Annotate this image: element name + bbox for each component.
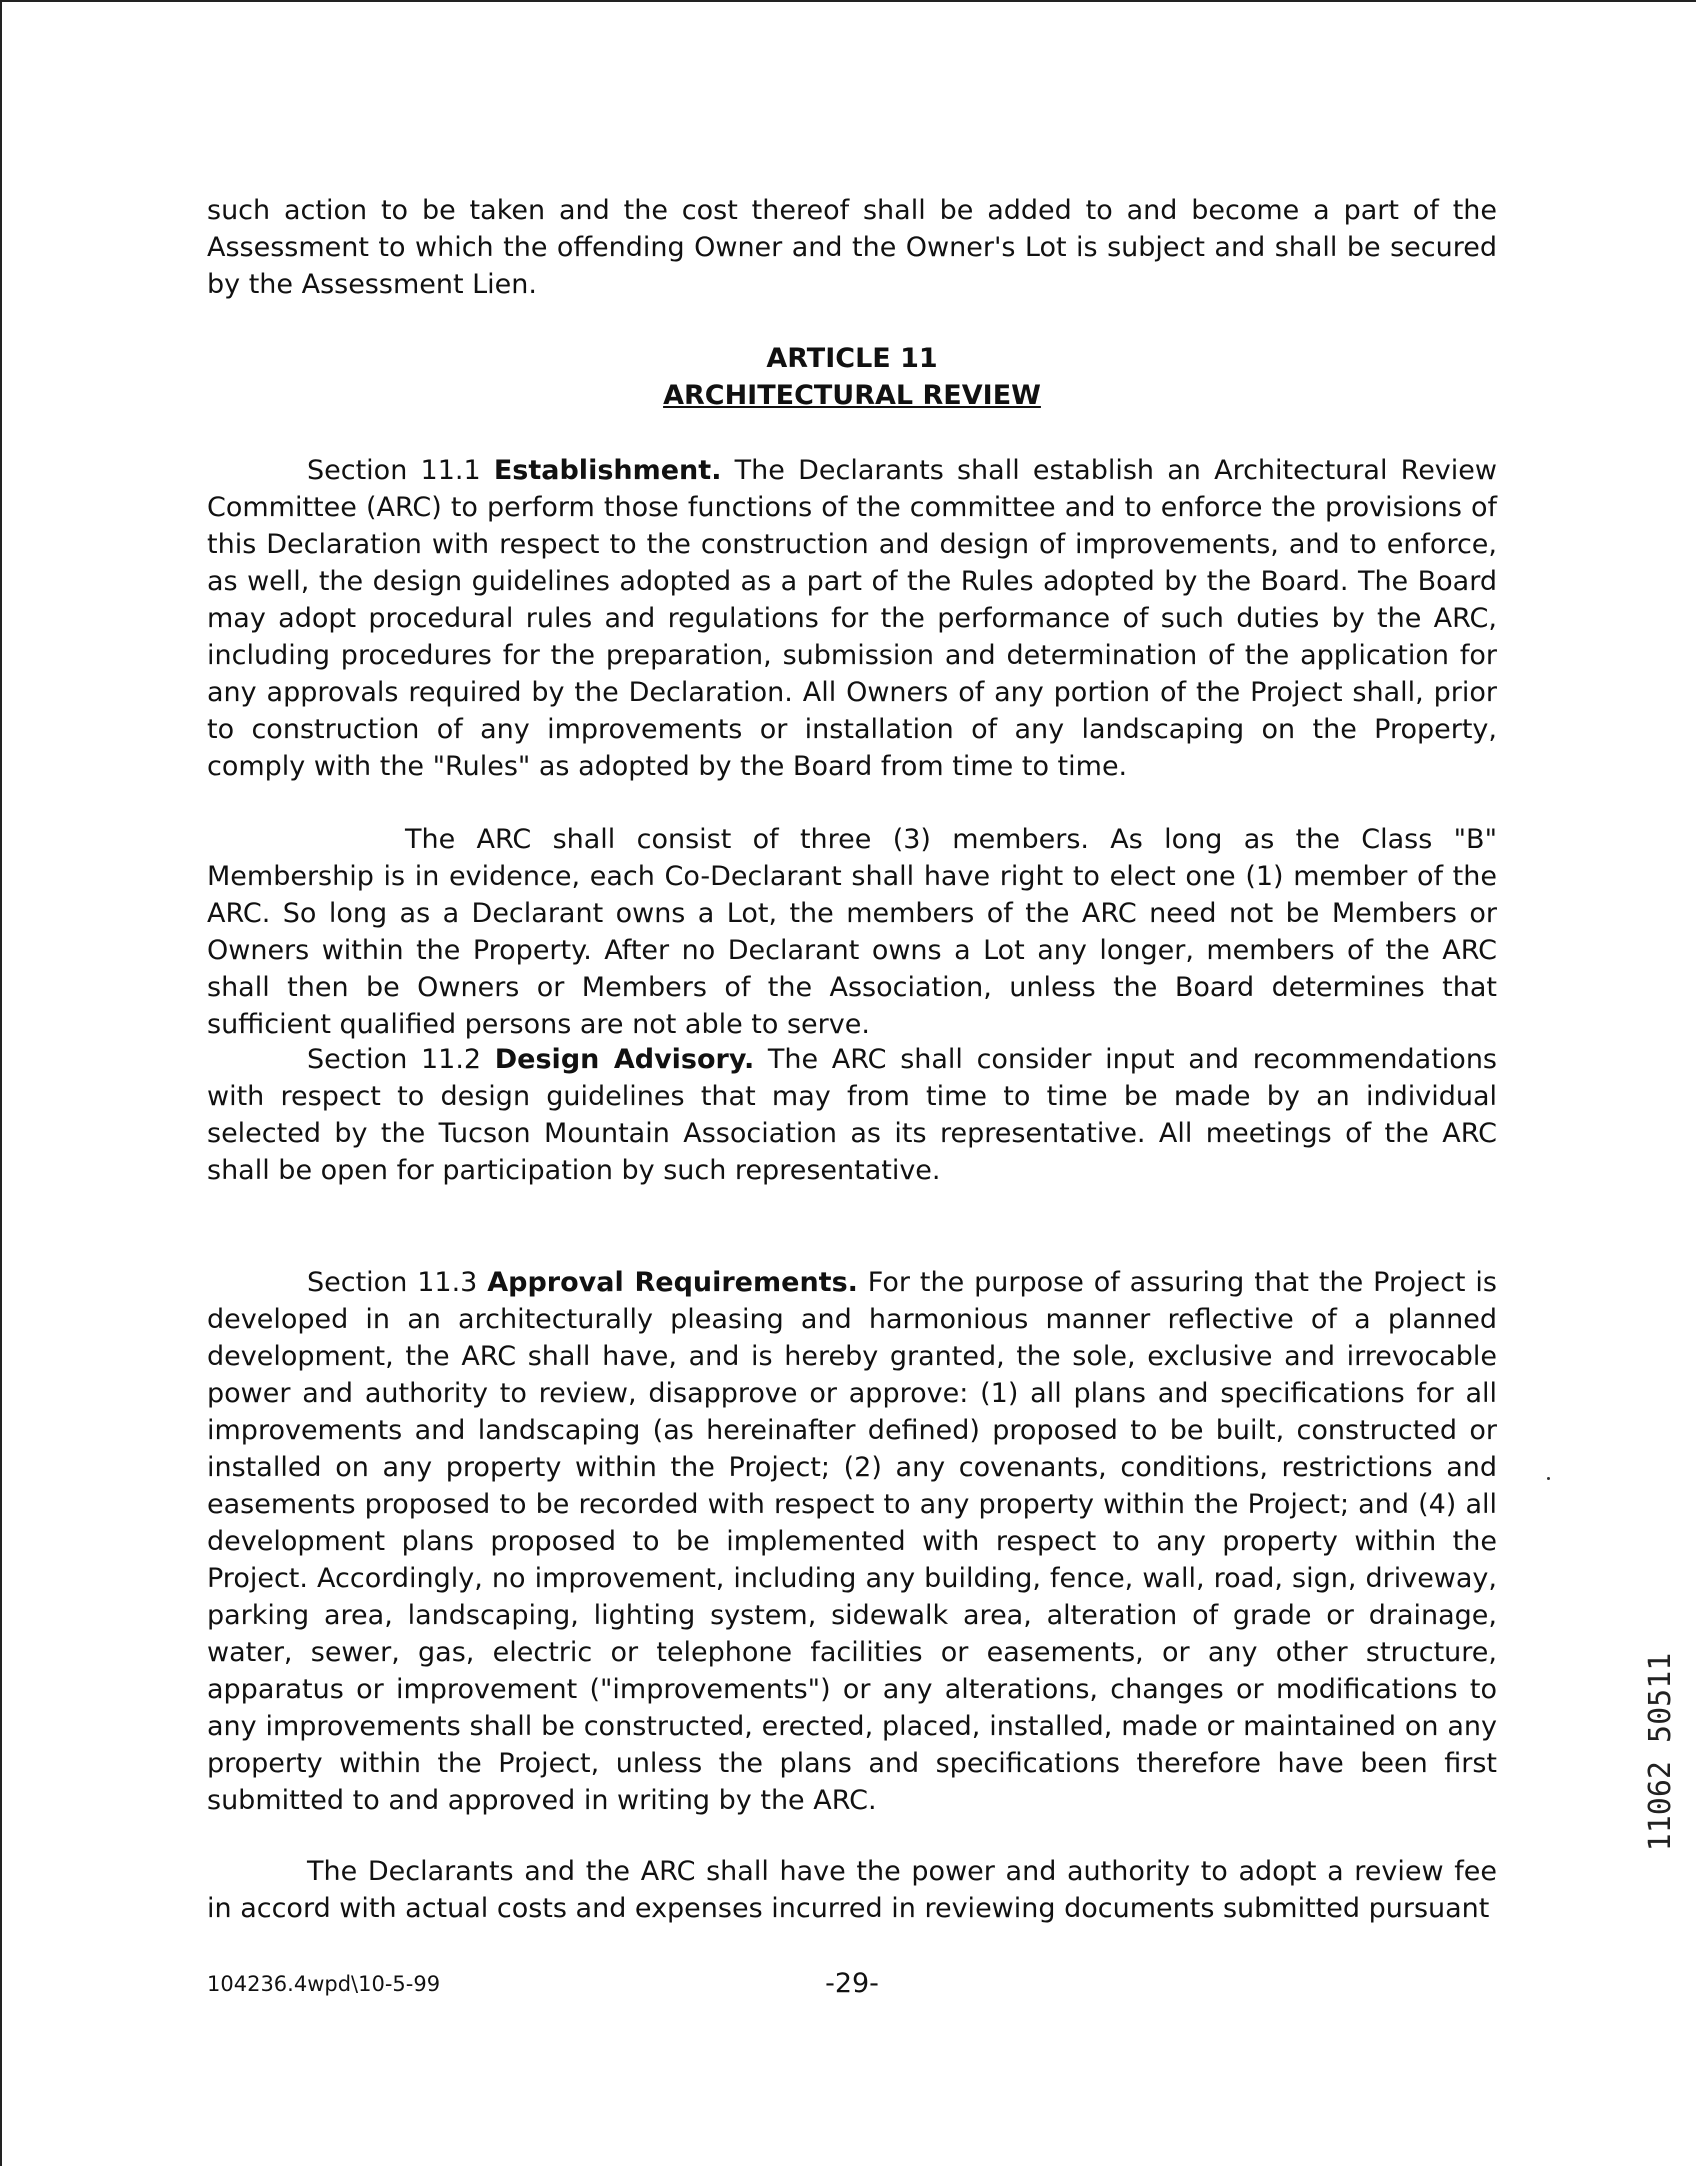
section-11-2-paragraph [207, 1041, 1497, 1189]
section-body: The ARC shall consider input and recommendations with respect to design guidelines that may from time to time be made by an individual selected by the Tucson Mountain Association as its representative. All meetings of the ARC shall be open for participation by such representative. [207, 1044, 1497, 1186]
margin-stamp [1643, 1562, 1690, 1942]
scan-speck [1547, 1477, 1550, 1480]
page-number: -29- [825, 1968, 879, 1999]
section-body: For the purpose of assuring that the Project is developed in an architecturally pleasing and harmonious manner reflective of a planned development, the ARC shall have, and is hereby granted, the sole, exclusive and irrevocable power and authority to review, disapprove or approve: (1) all plans and specifications for all improvements and landscaping (as hereinafter defined) proposed to be built, constructed or installed on any property within the Project; (2) any covenants, conditions, restrictions and easements proposed to be recorded with respect to any property within the Project; and (4) all development plans proposed to be implemented with respect to any property within the Project. Accordingly, no improvement, including any building, fence, wall, road, sign, driveway, parking area, landscaping, lighting system, sidewalk area, alteration of grade or drainage, water, sewer, gas, electric or telephone facilities or easements, or any other structure, apparatus or improvement ("improvements") or any alterations, changes or modifications to any improvements shall be constructed, erected, placed, installed, made or maintained on any property within the Project, unless the plans and specifications therefore have been first submitted to and approved in writing by the ARC. [207, 1267, 1497, 1816]
section-body: The Declarants shall establish an Architectural Review Committee (ARC) to perform those functions of the committee and to enforce the provisions of this Declaration with respect to the construction and design of improvements, and to enforce, as well, the design guidelines adopted as a part of the Rules adopted by the Board. The Board may adopt procedural rules and regulations for the performance of such duties by the ARC, including procedures for the preparation, submission and determination of the application for any approvals required by the Declaration. All Owners of any portion of the Project shall, prior to construction of any improvements or installation of any landscaping on the Property, comply with the "Rules" as adopted by the Board from time to time. [207, 455, 1497, 782]
section-heading: Design Advisory. [494, 1044, 755, 1075]
arc-membership-paragraph [207, 821, 1497, 1043]
section-label: Section 11.3 [307, 1267, 488, 1298]
section-body: The Declarants and the ARC shall have the power and authority to adopt a review fee in accord with actual costs and expenses incurred in reviewing documents submitted pursuant [207, 1856, 1497, 1924]
article-number: ARTICLE 11 [766, 343, 938, 374]
section-heading: Approval Requirements. [487, 1267, 858, 1298]
continuation-paragraph [207, 192, 1497, 303]
article-heading [207, 340, 1497, 414]
document-reference: 104236.4wpd\10-5-99 [207, 1972, 441, 1996]
section-label: Section 11.2 [307, 1044, 495, 1075]
section-heading: Establishment. [493, 455, 722, 486]
section-body: The ARC shall consist of three (3) members. As long as the Class "B" Membership is in evidence, each Co-Declarant shall have right to elect one (1) member of the ARC. So long as a Declarant owns a Lot, the members of the ARC need not be Members or Owners within the Property. After no Declarant owns a Lot any longer, members of the ARC shall then be Owners or Members of the Association, unless the Board determines that sufficient qualified persons are not able to serve. [207, 824, 1497, 1040]
review-fee-paragraph [207, 1853, 1497, 1927]
section-11-3-paragraph [207, 1264, 1497, 1819]
section-11-1-paragraph [207, 452, 1497, 785]
section-label: Section 11.1 [307, 455, 494, 486]
continuation-text: such action to be taken and the cost thereof shall be added to and become a part of the Assessment to which the offending Owner and the Owner's Lot is subject and shall be secured by the Assessment Lien. [207, 195, 1497, 300]
article-title: ARCHITECTURAL REVIEW [663, 380, 1041, 411]
margin-stamp-text: 11062 50511 [1643, 1652, 1678, 1852]
